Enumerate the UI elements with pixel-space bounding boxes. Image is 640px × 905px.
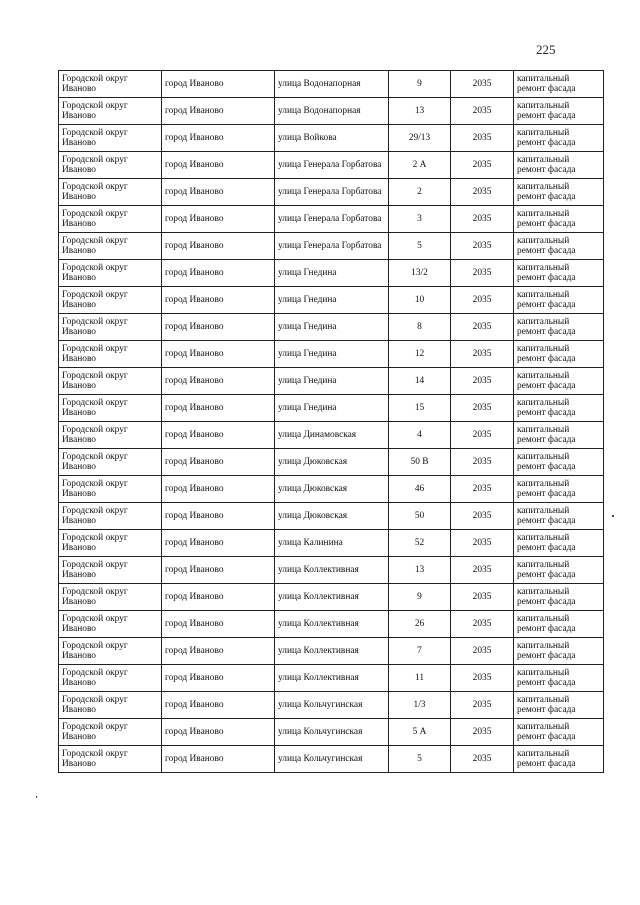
cell-work-type: капитальный ремонт фасада [514,98,604,125]
registry-table-body [59,71,604,773]
cell-year: 2035 [451,665,514,692]
cell-city: город Иваново [162,719,275,746]
cell-house-number: 14 [389,368,451,395]
cell-street: улица Кольчугинская [275,692,389,719]
cell-work-type: капитальный ремонт фасада [514,206,604,233]
cell-city: город Иваново [162,368,275,395]
cell-house-number: 12 [389,341,451,368]
table-row [59,368,604,395]
cell-work-type: капитальный ремонт фасада [514,341,604,368]
cell-work-type: капитальный ремонт фасада [514,368,604,395]
cell-year: 2035 [451,746,514,773]
cell-city: город Иваново [162,395,275,422]
cell-street: улица Генерала Горбатова [275,233,389,260]
cell-work-type: капитальный ремонт фасада [514,233,604,260]
table-row [59,287,604,314]
cell-okrug: Городской округ Иваново [59,530,162,557]
cell-year: 2035 [451,179,514,206]
cell-house-number: 2 [389,179,451,206]
cell-house-number: 9 [389,71,451,98]
cell-house-number: 15 [389,395,451,422]
cell-work-type: капитальный ремонт фасада [514,719,604,746]
cell-house-number: 8 [389,314,451,341]
cell-okrug: Городской округ Иваново [59,260,162,287]
table-row [59,449,604,476]
cell-work-type: капитальный ремонт фасада [514,152,604,179]
cell-okrug: Городской округ Иваново [59,503,162,530]
cell-year: 2035 [451,152,514,179]
table-row [59,584,604,611]
table-row [59,233,604,260]
cell-street: улица Гнедина [275,314,389,341]
cell-house-number: 13/2 [389,260,451,287]
cell-street: улица Калинина [275,530,389,557]
table-row [59,692,604,719]
cell-street: улица Гнедина [275,341,389,368]
cell-house-number: 11 [389,665,451,692]
cell-year: 2035 [451,692,514,719]
cell-okrug: Городской округ Иваново [59,206,162,233]
cell-year: 2035 [451,584,514,611]
cell-house-number: 5 [389,233,451,260]
cell-city: город Иваново [162,98,275,125]
cell-city: город Иваново [162,692,275,719]
cell-house-number: 10 [389,287,451,314]
cell-city: город Иваново [162,71,275,98]
cell-work-type: капитальный ремонт фасада [514,422,604,449]
cell-house-number: 5 А [389,719,451,746]
cell-okrug: Городской округ Иваново [59,179,162,206]
cell-year: 2035 [451,503,514,530]
cell-work-type: капитальный ремонт фасада [514,71,604,98]
cell-street: улица Гнедина [275,395,389,422]
cell-year: 2035 [451,98,514,125]
table-row [59,746,604,773]
cell-street: улица Дюковская [275,476,389,503]
table-row [59,98,604,125]
table-row [59,71,604,98]
cell-city: город Иваново [162,476,275,503]
cell-city: город Иваново [162,125,275,152]
cell-okrug: Городской округ Иваново [59,665,162,692]
cell-street: улица Коллективная [275,638,389,665]
cell-year: 2035 [451,719,514,746]
cell-street: улица Гнедина [275,260,389,287]
cell-house-number: 2 А [389,152,451,179]
cell-house-number: 13 [389,98,451,125]
cell-work-type: капитальный ремонт фасада [514,125,604,152]
cell-okrug: Городской округ Иваново [59,719,162,746]
cell-year: 2035 [451,287,514,314]
table-row [59,341,604,368]
cell-okrug: Городской округ Иваново [59,368,162,395]
cell-city: город Иваново [162,233,275,260]
cell-year: 2035 [451,233,514,260]
table-row [59,719,604,746]
cell-house-number: 7 [389,638,451,665]
cell-city: город Иваново [162,530,275,557]
cell-year: 2035 [451,530,514,557]
cell-okrug: Городской округ Иваново [59,314,162,341]
cell-work-type: капитальный ремонт фасада [514,557,604,584]
cell-okrug: Городской округ Иваново [59,422,162,449]
cell-work-type: капитальный ремонт фасада [514,449,604,476]
cell-city: город Иваново [162,287,275,314]
cell-street: улица Гнедина [275,287,389,314]
cell-work-type: капитальный ремонт фасада [514,611,604,638]
scan-speck [36,796,37,798]
cell-year: 2035 [451,611,514,638]
cell-okrug: Городской округ Иваново [59,611,162,638]
cell-street: улица Коллективная [275,584,389,611]
table-row [59,314,604,341]
cell-work-type: капитальный ремонт фасада [514,584,604,611]
cell-street: улица Генерала Горбатова [275,179,389,206]
cell-work-type: капитальный ремонт фасада [514,665,604,692]
cell-okrug: Городской округ Иваново [59,584,162,611]
cell-street: улица Динамовская [275,422,389,449]
cell-city: город Иваново [162,638,275,665]
cell-city: город Иваново [162,665,275,692]
cell-street: улица Кольчугинская [275,746,389,773]
cell-street: улица Коллективная [275,665,389,692]
cell-house-number: 4 [389,422,451,449]
table-row [59,152,604,179]
cell-street: улица Гнедина [275,368,389,395]
cell-okrug: Городской округ Иваново [59,287,162,314]
table-row [59,638,604,665]
cell-okrug: Городской округ Иваново [59,98,162,125]
cell-work-type: капитальный ремонт фасада [514,179,604,206]
cell-city: город Иваново [162,179,275,206]
cell-year: 2035 [451,260,514,287]
cell-okrug: Городской округ Иваново [59,152,162,179]
cell-house-number: 1/3 [389,692,451,719]
table-row [59,206,604,233]
cell-year: 2035 [451,71,514,98]
cell-work-type: капитальный ремонт фасада [514,746,604,773]
cell-house-number: 50 В [389,449,451,476]
cell-work-type: капитальный ремонт фасада [514,476,604,503]
cell-year: 2035 [451,449,514,476]
table-row [59,611,604,638]
cell-year: 2035 [451,395,514,422]
cell-city: город Иваново [162,746,275,773]
cell-street: улица Водонапорная [275,71,389,98]
cell-year: 2035 [451,341,514,368]
table-row [59,422,604,449]
cell-year: 2035 [451,422,514,449]
cell-okrug: Городской округ Иваново [59,233,162,260]
table-row [59,395,604,422]
cell-city: город Иваново [162,314,275,341]
table-row [59,260,604,287]
table-row [59,530,604,557]
cell-city: город Иваново [162,152,275,179]
cell-year: 2035 [451,557,514,584]
cell-city: город Иваново [162,557,275,584]
cell-street: улица Войкова [275,125,389,152]
cell-work-type: капитальный ремонт фасада [514,314,604,341]
cell-year: 2035 [451,476,514,503]
cell-work-type: капитальный ремонт фасада [514,287,604,314]
cell-house-number: 9 [389,584,451,611]
cell-city: город Иваново [162,611,275,638]
cell-year: 2035 [451,368,514,395]
cell-street: улица Кольчугинская [275,719,389,746]
cell-house-number: 29/13 [389,125,451,152]
cell-year: 2035 [451,314,514,341]
cell-city: город Иваново [162,341,275,368]
cell-street: улица Дюковская [275,503,389,530]
cell-year: 2035 [451,125,514,152]
cell-work-type: капитальный ремонт фасада [514,503,604,530]
cell-okrug: Городской округ Иваново [59,125,162,152]
cell-okrug: Городской округ Иваново [59,449,162,476]
cell-street: улица Водонапорная [275,98,389,125]
cell-street: улица Генерала Горбатова [275,152,389,179]
cell-house-number: 13 [389,557,451,584]
page-number: 225 [536,42,556,57]
cell-okrug: Городской округ Иваново [59,395,162,422]
registry-table [58,70,604,773]
cell-okrug: Городской округ Иваново [59,341,162,368]
table-row [59,125,604,152]
cell-year: 2035 [451,638,514,665]
cell-house-number: 3 [389,206,451,233]
cell-okrug: Городской округ Иваново [59,71,162,98]
cell-house-number: 52 [389,530,451,557]
cell-city: город Иваново [162,449,275,476]
cell-city: город Иваново [162,260,275,287]
cell-street: улица Генерала Горбатова [275,206,389,233]
cell-city: город Иваново [162,503,275,530]
cell-work-type: капитальный ремонт фасада [514,395,604,422]
cell-city: город Иваново [162,422,275,449]
table-row [59,665,604,692]
cell-house-number: 26 [389,611,451,638]
cell-house-number: 5 [389,746,451,773]
cell-work-type: капитальный ремонт фасада [514,530,604,557]
cell-okrug: Городской округ Иваново [59,476,162,503]
cell-work-type: капитальный ремонт фасада [514,638,604,665]
scan-speck [612,515,614,517]
cell-city: город Иваново [162,584,275,611]
cell-house-number: 46 [389,476,451,503]
cell-okrug: Городской округ Иваново [59,638,162,665]
cell-work-type: капитальный ремонт фасада [514,692,604,719]
cell-okrug: Городской округ Иваново [59,692,162,719]
cell-street: улица Коллективная [275,611,389,638]
cell-street: улица Дюковская [275,449,389,476]
cell-okrug: Городской округ Иваново [59,746,162,773]
table-row [59,503,604,530]
cell-work-type: капитальный ремонт фасада [514,260,604,287]
cell-street: улица Коллективная [275,557,389,584]
cell-house-number: 50 [389,503,451,530]
cell-city: город Иваново [162,206,275,233]
cell-okrug: Городской округ Иваново [59,557,162,584]
table-row [59,476,604,503]
cell-year: 2035 [451,206,514,233]
table-row [59,179,604,206]
table-row [59,557,604,584]
